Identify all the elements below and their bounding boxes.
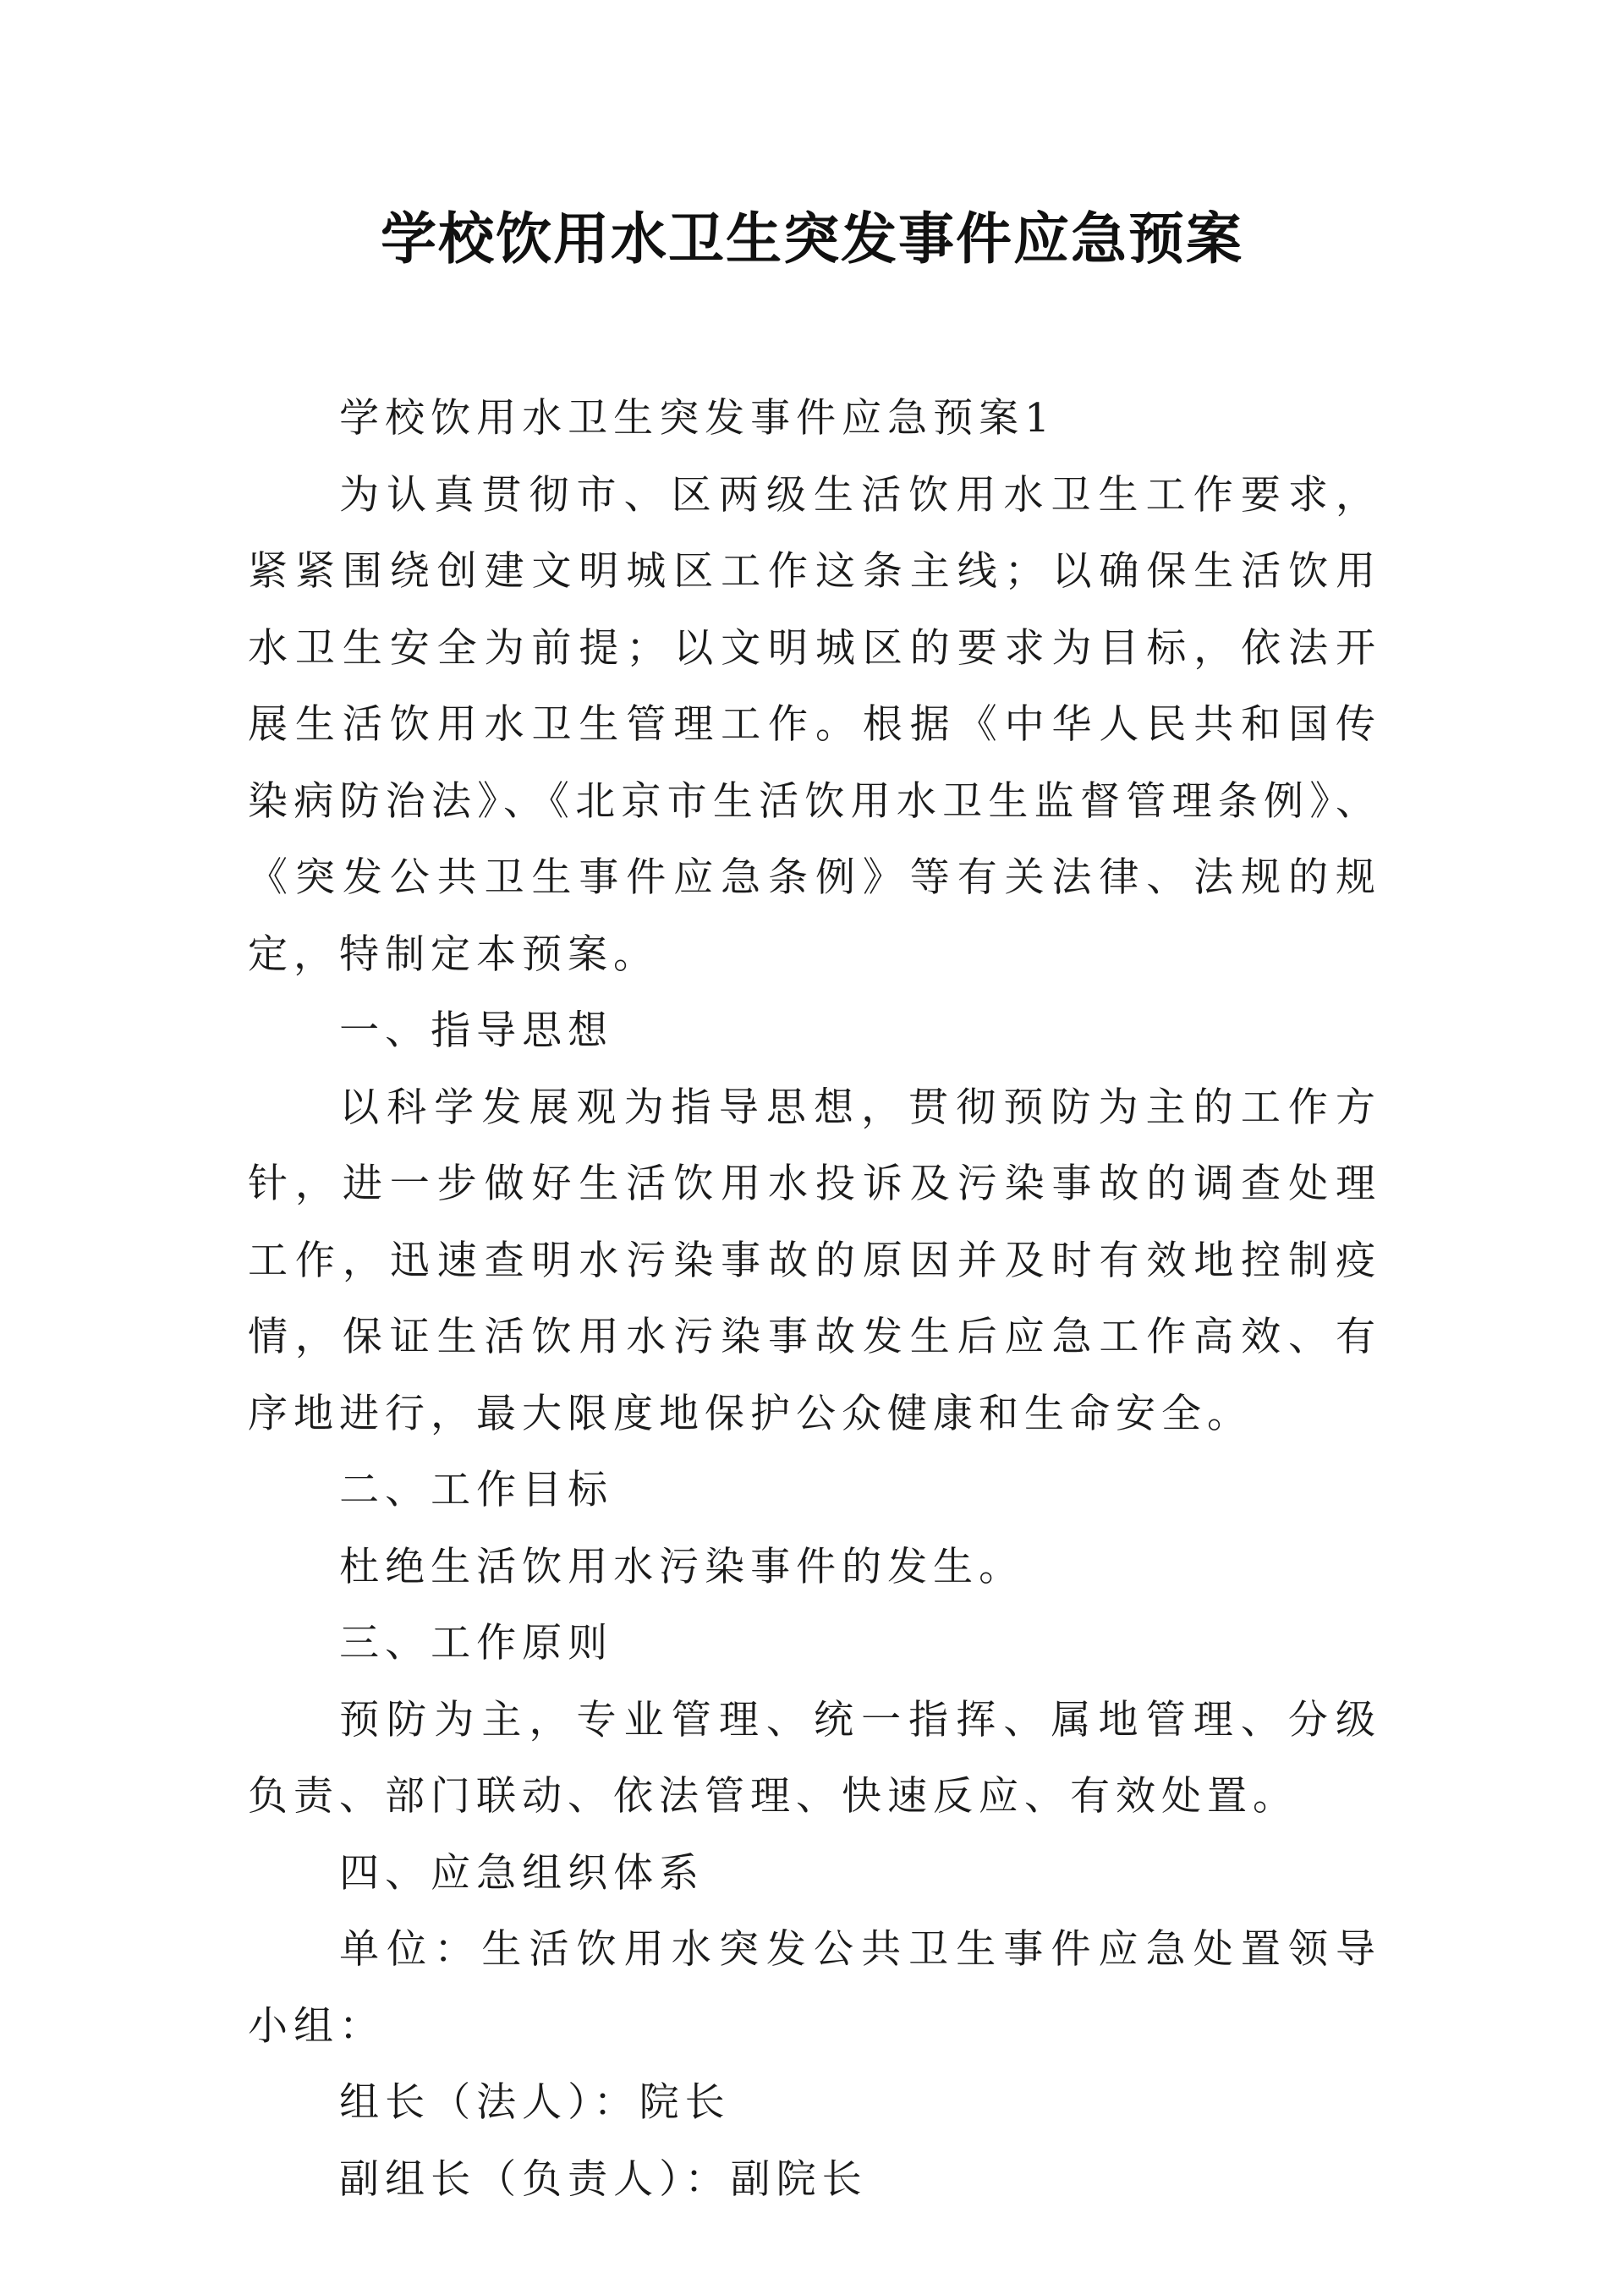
document-title: 学校饮用水卫生突发事件应急预案 [381,206,1243,272]
paragraph-heading-1: 学校饮用水卫生突发事件应急预案1 [339,395,1056,442]
paragraph-guiding-ideology: 以科学发展观为指导思想，贯彻预防为主的工作方针，进一步做好生活饮用水投诉及污染事故的调查处理工作，迅速查明水污染事故的原因并及时有效地控制疫情，保证生活饮用水污染事故发生后应急工作高效、有序地进行，最大限度地保护公众健康和生命安全。 [248,1084,1381,1437]
section-heading-emergency-organization: 四、应急组织体系 [339,1849,705,1897]
paragraph-unit: 单位：生活饮用水突发公共卫生事件应急处置领导小组： [248,1926,1381,2050]
section-heading-guiding-ideology: 一、指导思想 [339,1007,614,1054]
document-body [248,381,1381,2218]
paragraph-deputy-leader: 副组长（负责人）：副院长 [339,2155,868,2203]
section-heading-work-goal: 二、工作目标 [339,1467,614,1513]
section-heading-work-principle: 三、工作原则 [339,1620,614,1666]
paragraph-group-leader: 组长（法人）：院长 [339,2079,731,2126]
paragraph-work-principle: 预防为主，专业管理、统一指挥、属地管理、分级负责、部门联动、依法管理、快速反应、有效处置。 [248,1696,1381,1820]
paragraph-intro: 为认真贯彻市、区两级生活饮用水卫生工作要求，紧紧围绕创建文明城区工作这条主线；以确保生活饮用水卫生安全为前提；以文明城区的要求为目标，依法开展生活饮用水卫生管理工作。根据《中华人民共和国传染病防治法》、《北京市生活饮用水卫生监督管理条例》、《突发公共卫生事件应急条例》等有关法律、法规的规定，特制定本预案。 [248,471,1381,978]
paragraph-work-goal: 杜绝生活饮用水污染事件的发生。 [339,1543,1025,1590]
